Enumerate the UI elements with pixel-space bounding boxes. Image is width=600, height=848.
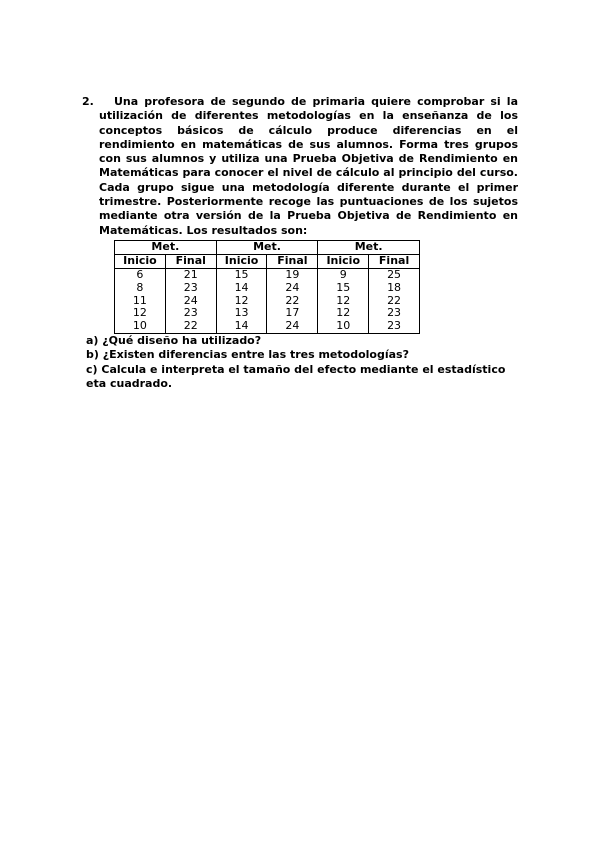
- column-header: Inicio: [318, 254, 369, 268]
- table-cell: 8: [115, 281, 166, 294]
- table-cell: 24: [267, 281, 318, 294]
- problem-number: 2.: [82, 95, 94, 108]
- question-a: a) ¿Qué diseño ha utilizado?: [86, 334, 262, 347]
- table-row: [115, 281, 420, 294]
- table-cell: 23: [369, 307, 420, 320]
- table-cell: 14: [216, 281, 267, 294]
- scores-table: [114, 240, 420, 334]
- table-cell: 6: [115, 268, 166, 281]
- table-cell: 10: [318, 320, 369, 333]
- column-header: Final: [267, 254, 318, 268]
- table-cell: 10: [115, 320, 166, 333]
- table-cell: 17: [267, 307, 318, 320]
- table-cell: 15: [318, 281, 369, 294]
- table-row: [115, 294, 420, 307]
- table-cell: 11: [115, 294, 166, 307]
- table-cell: 12: [216, 294, 267, 307]
- question-c: c) Calcula e interpreta el tamaño del efecto mediante el estadístico eta cuadrado.: [86, 362, 506, 390]
- problem-paragraph: [82, 95, 518, 238]
- question-list: [86, 334, 526, 391]
- table-row: [115, 320, 420, 333]
- question-b: b) ¿Existen diferencias entre las tres metodologías?: [86, 348, 409, 362]
- table-cell: 23: [165, 281, 216, 294]
- sub-header-row: [115, 254, 420, 268]
- table-cell: 21: [165, 268, 216, 281]
- group-header: Met.: [115, 241, 217, 255]
- column-header: Final: [369, 254, 420, 268]
- table-cell: 23: [369, 320, 420, 333]
- group-header: Met.: [216, 241, 318, 255]
- group-header: Met.: [318, 241, 420, 255]
- table-cell: 18: [369, 281, 420, 294]
- table-cell: 19: [267, 268, 318, 281]
- table-cell: 25: [369, 268, 420, 281]
- table-cell: 15: [216, 268, 267, 281]
- table-cell: 23: [165, 307, 216, 320]
- table-cell: 14: [216, 320, 267, 333]
- table-cell: 12: [115, 307, 166, 320]
- table-cell: 22: [267, 294, 318, 307]
- table-row: [115, 268, 420, 281]
- group-header-row: [115, 241, 420, 255]
- table-cell: 12: [318, 307, 369, 320]
- table-cell: 24: [267, 320, 318, 333]
- table-cell: 22: [165, 320, 216, 333]
- problem-body: Una profesora de segundo de primaria quiere comprobar si la utilización de diferentes metodologías en la enseñanza de los conceptos básicos de cálculo produce diferencias en el rendimiento en matemáticas de sus alumnos. Forma tres grupos con sus alumnos y utiliza una Prueba Objetiva de Rendimiento en Matemáticas para conocer el nivel de cálculo al principio del curso. Cada grupo sigue una metodología diferente durante el primer trimestre. Posteriormente recoge las puntuaciones de los sujetos mediante otra versión de la Prueba Objetiva de Rendimiento en Matemáticas. Los resultados son:: [99, 95, 518, 237]
- column-header: Inicio: [115, 254, 166, 268]
- problem-statement: [82, 95, 518, 238]
- table-row: [115, 307, 420, 320]
- table-cell: 12: [318, 294, 369, 307]
- column-header: Final: [165, 254, 216, 268]
- table-cell: 24: [165, 294, 216, 307]
- table-cell: 22: [369, 294, 420, 307]
- column-header: Inicio: [216, 254, 267, 268]
- table-cell: 9: [318, 268, 369, 281]
- table-cell: 13: [216, 307, 267, 320]
